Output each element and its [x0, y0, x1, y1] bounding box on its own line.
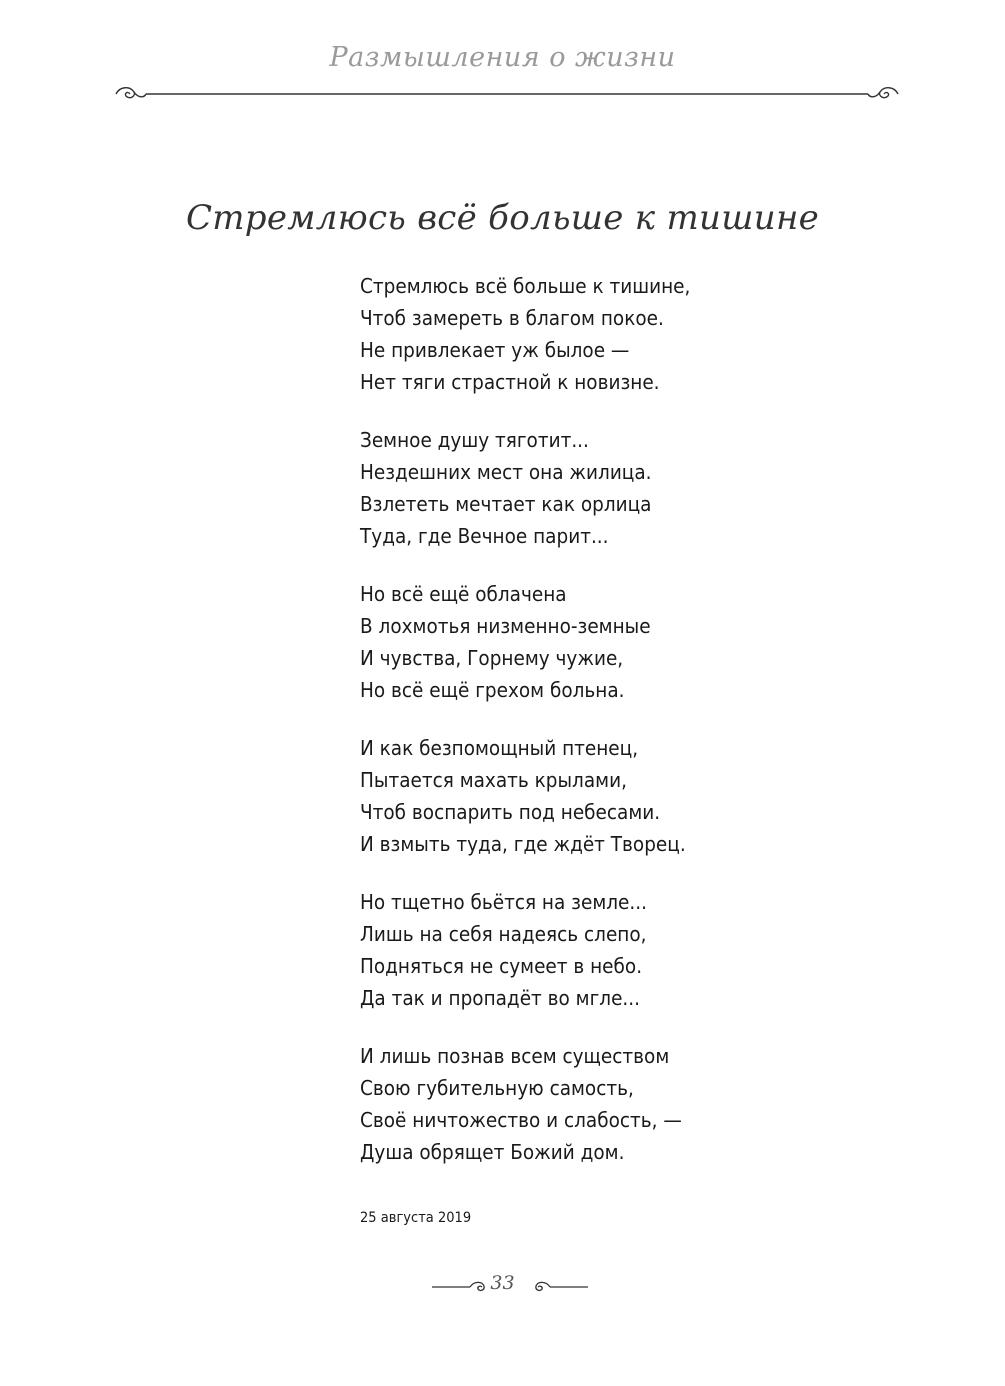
poem-line: Нездешних мест она жилица. — [360, 460, 652, 484]
poem-line: Нет тяги страстной к новизне. — [360, 370, 660, 394]
poem-line: Свою губительную самость, — [360, 1076, 634, 1100]
header-ornament-rule — [112, 82, 902, 106]
poem-body — [360, 270, 920, 1194]
page-number: 33 — [490, 1272, 515, 1294]
poem-date: 25 августа 2019 — [360, 1210, 472, 1226]
stanza — [360, 424, 920, 552]
poem-line: Лишь на себя надеясь слепо, — [360, 922, 647, 946]
poem-line: Туда, где Вечное парит... — [360, 524, 609, 548]
poem-line: И чувства, Горнему чужие, — [360, 646, 624, 670]
poem-line: Пытается махать крылами, — [360, 768, 627, 792]
poem-line: Взлететь мечтает как орлица — [360, 492, 652, 516]
running-header: Размышления о жизни — [329, 42, 676, 73]
stanza — [360, 270, 920, 398]
poem-line: Да так и пропадёт во мгле... — [360, 986, 641, 1010]
poem-line: И взмыть туда, где ждёт Творец. — [360, 832, 686, 856]
poem-line: Чтоб воспарить под небесами. — [360, 800, 661, 824]
poem-line: Но всё ещё облачена — [360, 582, 567, 606]
stanza — [360, 578, 920, 706]
poem-line: Стремлюсь всё больше к тишине, — [360, 274, 691, 298]
poem-line: Земное душу тяготит... — [360, 428, 589, 452]
stanza — [360, 732, 920, 860]
poem-line: В лохмотья низменно-земные — [360, 614, 651, 638]
poem-line: Подняться не сумеет в небо. — [360, 954, 643, 978]
poem-line: Своё ничтожество и слабость, — — [360, 1108, 682, 1132]
left-flourish-icon — [116, 88, 146, 98]
poem-line: Чтоб замереть в благом покое. — [360, 306, 664, 330]
poem-line: Душа обрящет Божий дом. — [360, 1140, 625, 1164]
poem-line: Не привлекает уж былое — — [360, 338, 630, 362]
poem-line: И лишь познав всем существом — [360, 1044, 670, 1068]
poem-line: И как безпомощный птенец, — [360, 736, 639, 760]
poem-title: Стремлюсь всё больше к тишине — [185, 198, 820, 238]
stanza — [360, 1040, 920, 1168]
poem-line: Но тщетно бьётся на земле... — [360, 890, 647, 914]
right-flourish-icon — [868, 88, 898, 98]
stanza — [360, 886, 920, 1014]
poem-line: Но всё ещё грехом больна. — [360, 678, 625, 702]
